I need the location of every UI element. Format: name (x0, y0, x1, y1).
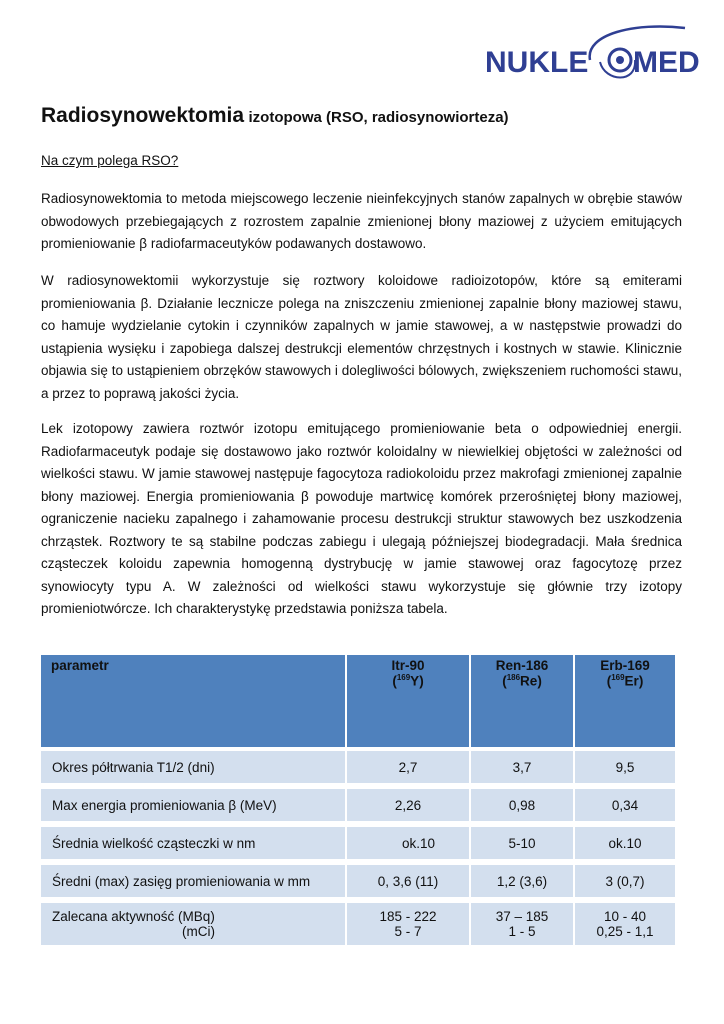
cell-value: 10 - 40 0,25 - 1,1 (575, 897, 675, 945)
section-question: Na czym polega RSO? (41, 153, 179, 168)
logo-text-right: MED (633, 46, 700, 79)
cell-value: 37 – 185 1 - 5 (471, 897, 575, 945)
header-isotope-3: Erb-169 ($^{169}$Er) (575, 655, 675, 747)
table-header-row (41, 655, 675, 747)
cell-value: 9,5 (575, 747, 675, 783)
title-rest: izotopowa (RSO, radiosynowiorteza) (248, 109, 509, 126)
cell-value: 2,26 (347, 783, 471, 821)
table-row (41, 783, 675, 821)
cell-value: 3,7 (471, 747, 575, 783)
logo-text-left: NUKLE (485, 46, 589, 79)
cell-value: ok.10 (347, 821, 471, 859)
row-label: Max energia promieniowania β (MeV) (41, 783, 347, 821)
table-row (41, 821, 675, 859)
row-label: Okres półtrwania T1/2 (dni) (41, 747, 347, 783)
cell-value: 3 (0,7) (575, 859, 675, 897)
table-row-activity (41, 897, 675, 945)
cell-value: 0,98 (471, 783, 575, 821)
table-row (41, 859, 675, 897)
table-row (41, 747, 675, 783)
cell-value: 1,2 (3,6) (471, 859, 575, 897)
header-parametr: parametr (41, 655, 347, 747)
row-label: Średni (max) zasięg promieniowania w mm (41, 859, 347, 897)
cell-value: 185 - 222 5 - 7 (347, 897, 471, 945)
nukleomed-logo (485, 22, 700, 82)
paragraph-3: Lek izotopowy zawiera roztwór izotopu emitującego promieniowanie beta o odpowiedniej energii. Radiofarmaceutyk podaje się dostawowo jako roztwór koloidalny w niewielkiej objętości w zależności od wielkości stawu. W jamie stawowej następuje fagocytoza radiokoloidu przez makrofagi zmienionej zapalnie błony maziowej. Energia promieniowania β powoduje martwicę komórek przerośniętej błony maziowej, ograniczenie nacieku zapalnego i zahamowanie procesu destrukcji struktur stawowych bez uszkodzenia chrząstek. Roztwory te są stabilne podczas zabiegu i ulegają późniejszej biodegradacji. Mała średnica cząsteczek koloidu zapewnia homogenną dystrybucję w jamie stawowej oraz fagocytozę przez synowiocyty typu A. W zależności od wielkości stawu wykorzystuje się głównie trzy izotopy promieniotwórcze. Ich charakterystykę przedstawia poniższa tabela. (41, 421, 682, 616)
cell-value: 0, 3,6 (11) (347, 859, 471, 897)
row-label: Średnia wielkość cząsteczki w nm (41, 821, 347, 859)
paragraph-1: Radiosynowektomia to metoda miejscowego leczenie nieinfekcyjnych stanów zapalnych w obrębie stawów obwodowych przebiegających z rozrostem zapalnie zmienionej błony maziowej z użyciem emitujących promieniowanie β radiofarmaceutyków podawanych dostawowo. (41, 191, 682, 251)
paragraph-2: W radiosynowektomii wykorzystuje się roztwory koloidowe radioizotopów, które są emiterami promieniowania β. Działanie lecznicze polega na zniszczeniu zmienionej zapalnie błony maziowej stawu, co hamuje wydzielanie cytokin i czynników zapalnych w jamie stawowej, a w następstwie prowadzi do ustąpienia wysięku i zapobiega dalszej destrukcji elementów chrzęstnych i kostnych w stawie. Klinicznie objawia się to ustąpieniem obrzęków stawowych i dolegliwości bólowych, zwiększeniem ruchomości stawu, a przez to poprawą jakości życia. (41, 273, 682, 401)
header-isotope-1: Itr-90 ($^{169}$Y) (347, 655, 471, 747)
header-isotope-2: Ren-186 ($^{186}$Re) (471, 655, 575, 747)
cell-value: 2,7 (347, 747, 471, 783)
cell-value: ok.10 (575, 821, 675, 859)
cell-value: 0,34 (575, 783, 675, 821)
isotope-table (41, 655, 675, 945)
page-title (41, 104, 509, 128)
title-main: Radiosynowektomia (41, 104, 245, 127)
cell-value: 5-10 (471, 821, 575, 859)
row-label: Zalecana aktywność (MBq) (mCi) (41, 897, 347, 945)
